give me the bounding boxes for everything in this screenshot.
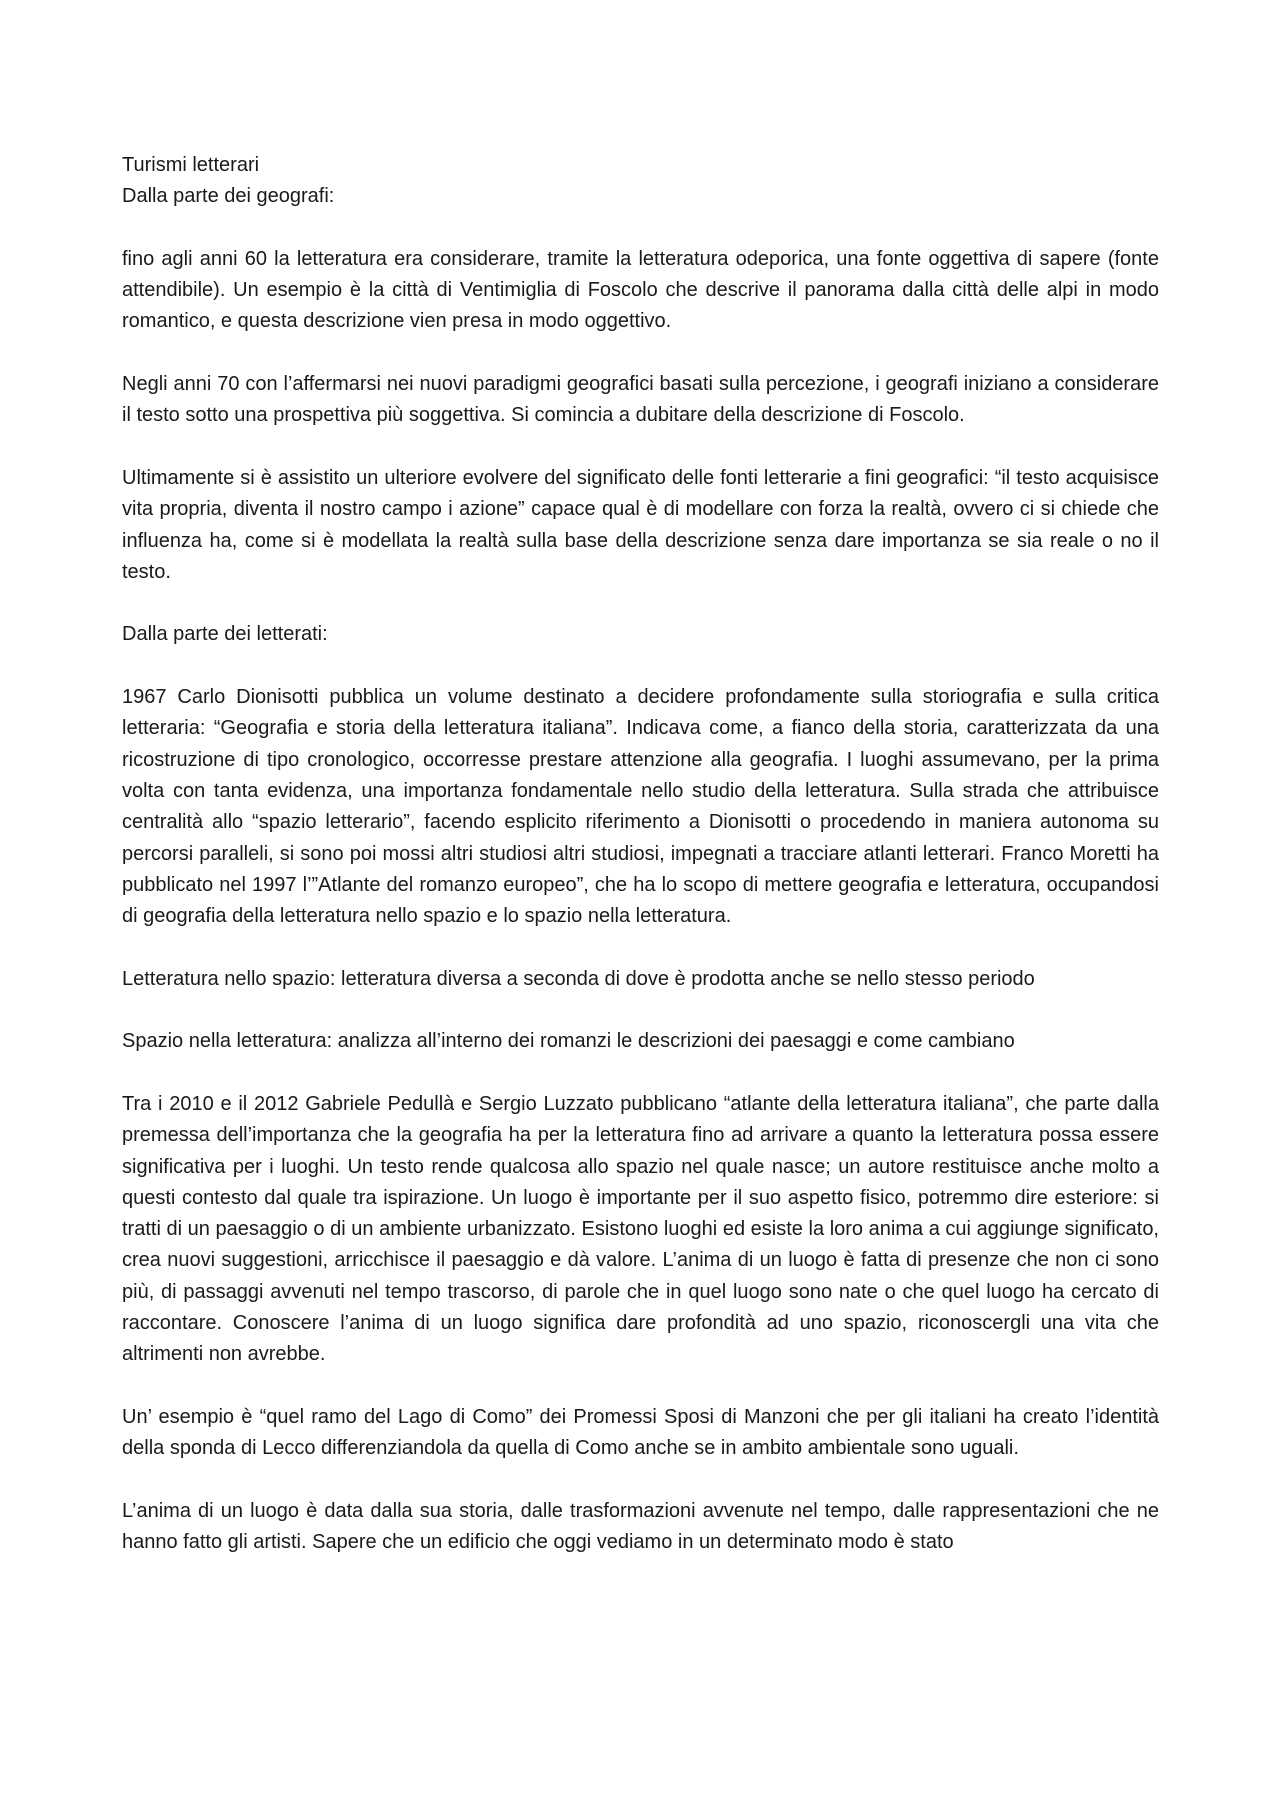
section-heading-geografi: Dalla parte dei geografi: [122, 185, 335, 208]
document-body [122, 150, 1159, 1558]
document-title: Turismi letterari [122, 154, 260, 176]
paragraph-6: Spazio nella letteratura: analizza all’interno dei romanzi le descrizioni dei paesaggi e come cambiano [122, 1030, 1015, 1053]
paragraph-2: Negli anni 70 con l’affermarsi nei nuovi paradigmi geografici basati sulla percezione, i geografi iniziano a considerare il testo sotto una prospettiva più soggettiva. Si comincia a dubitare della descrizione di Foscolo. [122, 373, 1159, 427]
paragraph-7: Tra i 2010 e il 2012 Gabriele Pedullà e Sergio Luzzato pubblicano “atlante della letteratura italiana”, che parte dalla premessa dell’importanza che la geografia ha per la letteratura fino ad arrivare a quanto la letteratura possa essere significativa per i luoghi. Un testo rende qualcosa allo spazio nel quale nasce; un autore restituisce anche molto a questi contesto dal quale tra ispirazione. Un luogo è importante per il suo aspetto fisico, potremmo dire esteriore: si tratti di un paesaggio o di un ambiente urbanizzato. Esistono luoghi ed esiste la loro anima a cui aggiunge significato, crea nuovi suggestioni, arricchisce il paesaggio e dà valore. L’anima di un luogo è fatta di presenze che non ci sono più, di passaggi avvenuti nel tempo trascorso, di parole che in quel luogo sono nate o che quel luogo ha cercato di raccontare. Conoscere l’anima di un luogo significa dare profondità ad uno spazio, riconoscergli una vita che altrimenti non avrebbe. [122, 1092, 1159, 1366]
paragraph-4: 1967 Carlo Dionisotti pubblica un volume destinato a decidere profondamente sulla storiografia e sulla critica letteraria: “Geografia e storia della letteratura italiana”. Indicava come, a fianco della storia, caratterizzata da una ricostruzione di tipo cronologico, occorresse prestare attenzione alla geografia. I luoghi assumevano, per la prima volta con tanta evidenza, una importanza fondamentale nello studio della letteratura. Sulla strada che attribuisce centralità allo “spazio letterario”, facendo esplicito riferimento a Dionisotti o procedendo in maniera autonoma su percorsi paralleli, si sono poi mossi altri studiosi altri studiosi, impegnati a tracciare atlanti letterari. Franco Moretti ha pubblicato nel 1997 l’”Atlante del romanzo europeo”, che ha lo scopo di mettere geografia e letteratura, occupandosi di geografia della letteratura nello spazio e lo spazio nella letteratura. [122, 686, 1159, 928]
section-heading-letterati: Dalla parte dei letterati: [122, 623, 328, 646]
paragraph-8: Un’ esempio è “quel ramo del Lago di Como” dei Promessi Sposi di Manzoni che per gli italiani ha creato l’identità della sponda di Lecco differenziandola da quella di Como anche se in ambito ambientale sono uguali. [122, 1405, 1159, 1460]
paragraph-1: fino agli anni 60 la letteratura era considerare, tramite la letteratura odeporica, una fonte oggettiva di sapere (fonte attendibile). Un esempio è la città di Ventimiglia di Foscolo che descrive il panorama dalla città delle alpi in modo romantico, e questa descrizione vien presa in modo oggettivo. [122, 247, 1159, 333]
paragraph-5: Letteratura nello spazio: letteratura diversa a seconda di dove è prodotta anche se nello stesso periodo [122, 967, 1035, 990]
paragraph-3: Ultimamente si è assistito un ulteriore evolvere del significato delle fonti letterarie a fini geografici: “il testo acquisisce vita propria, diventa il nostro campo i azione” capace qual è di modellare con forza la realtà, ovvero ci si chiede che influenza ha, come si è modellata la realtà sulla base della descrizione senza dare importanza se sia reale o no il testo. [122, 466, 1159, 583]
paragraph-9: L’anima di un luogo è data dalla sua storia, dalle trasformazioni avvenute nel tempo, dalle rappresentazioni che ne hanno fatto gli artisti. Sapere che un edificio che oggi vediamo in un determinato modo è stato [122, 1499, 1159, 1554]
